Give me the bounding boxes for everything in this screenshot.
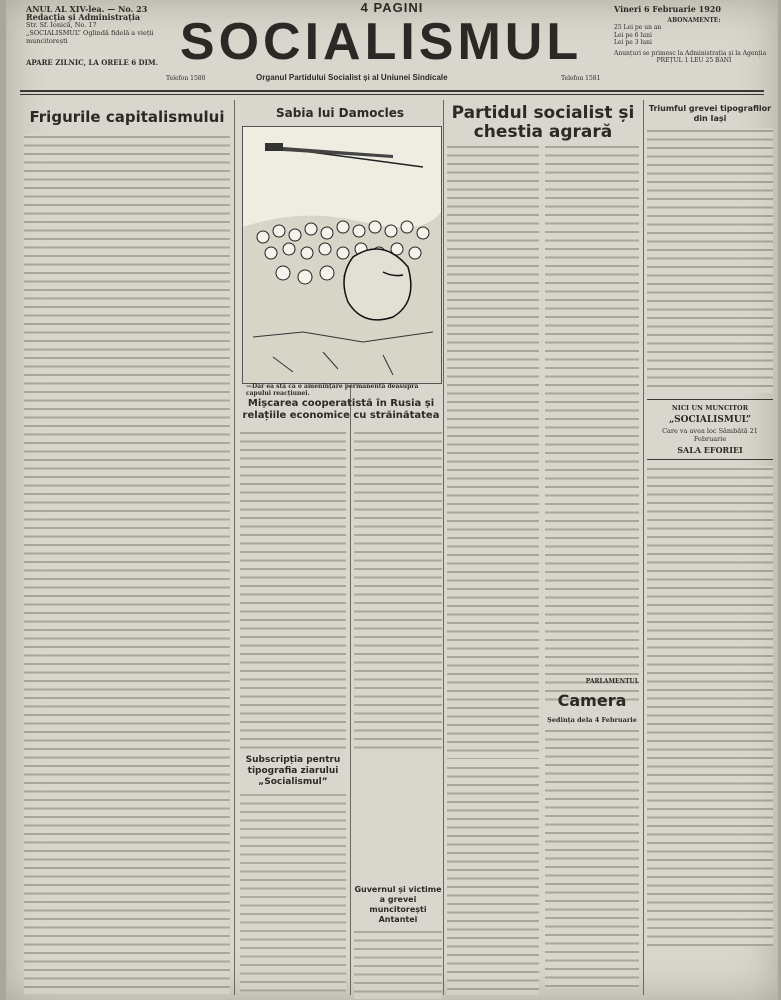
phone-right: Telefon 1581 [561, 75, 601, 82]
admin-note: „SOCIALISMUL” Oglindă fidelă a vieții muncitorești [26, 29, 154, 45]
article-title: Guvernul și victime a grevei muncitorești Antantei [354, 885, 442, 924]
article-subscriptie [240, 755, 346, 992]
column-divider [234, 100, 235, 995]
newspaper-page [6, 0, 778, 1000]
section-label: PARLAMENTUL [585, 678, 639, 685]
article-body [545, 144, 639, 704]
announcement-line: Care va avea loc Sâmbătă 21 Februarie [662, 427, 758, 443]
article-miscarea [240, 398, 442, 428]
column-divider [443, 100, 444, 995]
announcement-box [647, 399, 773, 460]
article-title: Subscripția pentru tipografia ziarului „Socialismul” [245, 755, 341, 787]
header-rule [20, 94, 764, 95]
article-frigurile [24, 100, 230, 995]
article-guvernul [354, 885, 442, 999]
announcement-line: SALA EFORIEI [677, 445, 743, 455]
publish-note: APARE ZILNIC, LA ORELE 6 DIM. [26, 58, 159, 67]
article-title: Partidul socialist și chestia agrară [451, 103, 635, 142]
cartoon-caption: —Dar ea stă ca o amenințare permanentă deasupra capului reacțiunei. [246, 383, 419, 397]
masthead-subtitle: Organul Partidului Socialist și al Uniunei Sindicale [256, 73, 448, 82]
article-tipografi [647, 100, 773, 995]
article-body [647, 466, 773, 946]
column-divider [350, 385, 351, 995]
article-title: Camera [557, 691, 627, 710]
header-right-info [614, 6, 774, 65]
article-title: Frigurile capitalismului [29, 108, 225, 126]
header-rule [20, 90, 764, 92]
column-divider [643, 100, 644, 995]
phone-left: Telefon 1580 [166, 75, 206, 82]
article-body [24, 134, 230, 994]
subscriptions-label: ABONAMENTE: [667, 16, 721, 24]
article-body [447, 765, 539, 995]
price: PREȚUL 1 LEU 25 BANI [656, 57, 732, 64]
ads-line: Anunțuri se primesc la Administrația și la Agenția [614, 49, 767, 57]
announcement-line: „SOCIALISMUL” [668, 415, 752, 425]
article-body [354, 430, 442, 750]
cartoon-drawing [243, 127, 441, 383]
pages-count: 4 PAGINI [360, 0, 424, 15]
subscription-line: 25 Lei pe un an [614, 24, 662, 31]
camera-section [545, 678, 639, 988]
masthead-title: SOCIALISMUL [179, 13, 583, 71]
admin-title: Redacția și Administrația [26, 12, 141, 22]
article-body [647, 128, 773, 393]
year-info: ANUL AL XIV-lea. — No. 23 [26, 4, 148, 14]
subscription-line: Lei pe 3 luni [614, 39, 652, 46]
cartoon-illustration [242, 126, 442, 384]
article-body [240, 792, 346, 992]
article-body [240, 430, 346, 750]
article-title: Mișcarea cooperatistă în Rusia și relațiile economice cu străinătatea [242, 398, 440, 421]
issue-date: Vineri 6 Februarie 1920 [614, 4, 721, 14]
session-label: Ședința dela 4 Februarie [547, 716, 637, 724]
admin-address: Str. Sf. Ionică, No. 17 [26, 21, 97, 29]
article-body [354, 929, 442, 999]
article-partidul [447, 100, 639, 995]
article-body [545, 728, 639, 988]
header-left-info [26, 5, 166, 67]
subscription-line: Lei pe 6 luni [614, 31, 652, 39]
article-title: Triumful grevei tipografilor din Iași [648, 104, 772, 123]
announcement-line: NICI UN MUNCITOR [671, 404, 749, 412]
article-body [447, 144, 539, 759]
article-title: Sabia lui Damocles [276, 106, 404, 120]
